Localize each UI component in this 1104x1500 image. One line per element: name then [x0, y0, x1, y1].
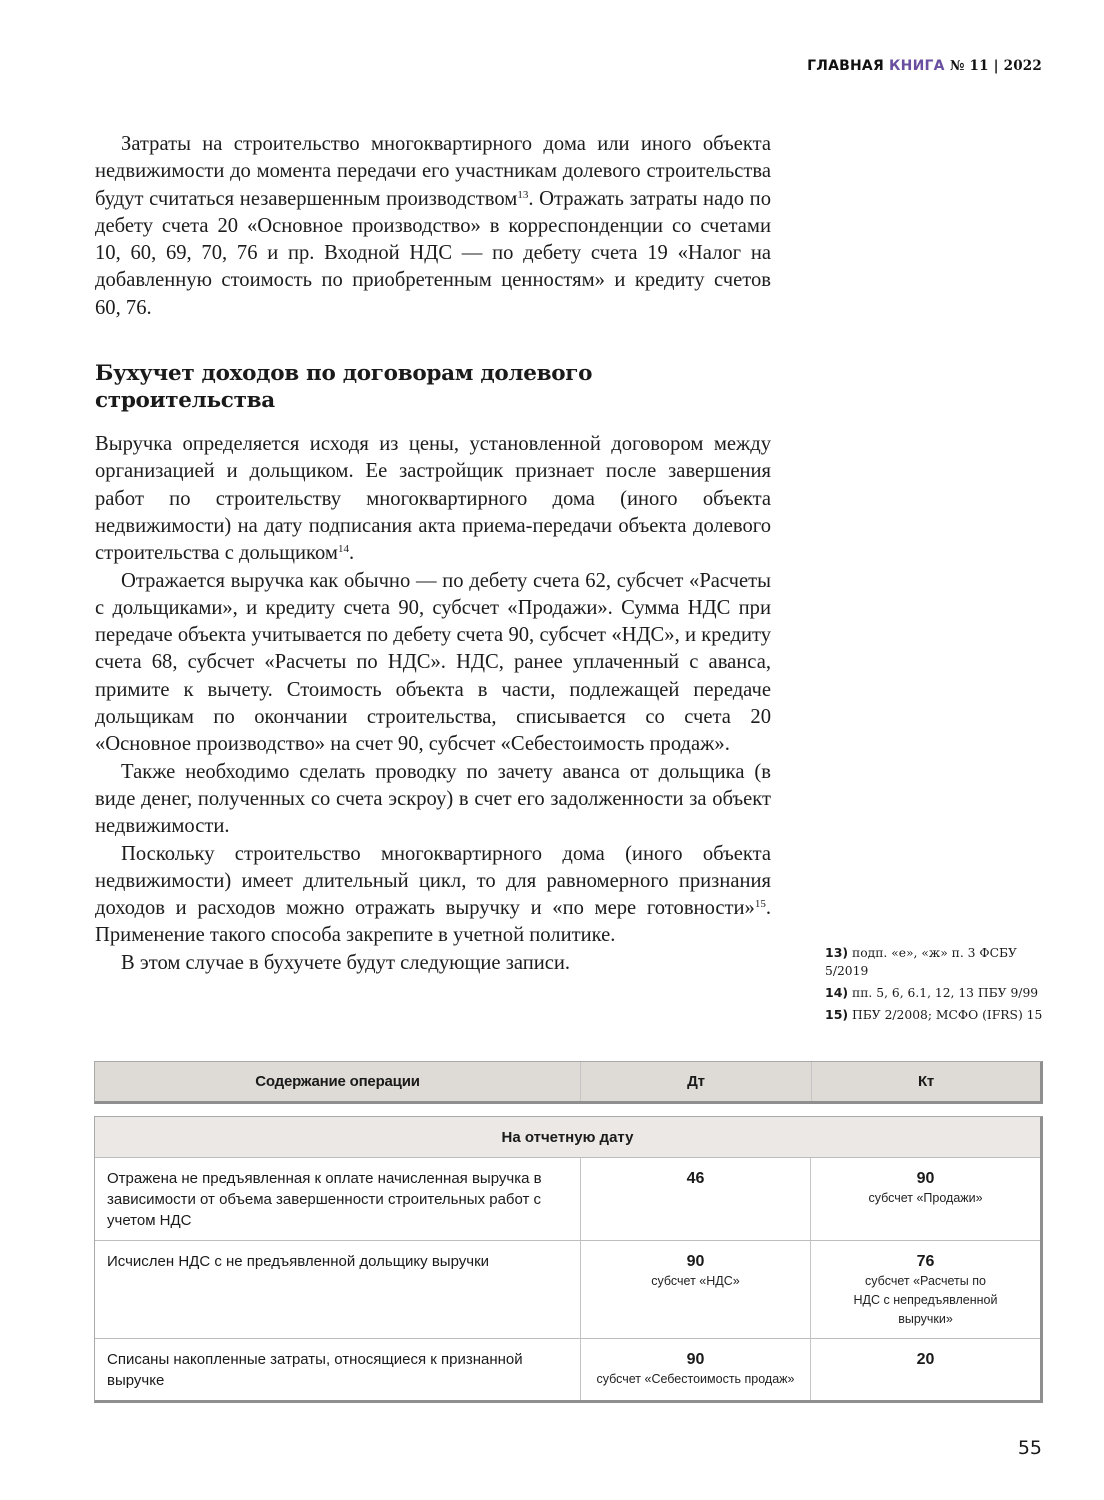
sidenote-14 [825, 984, 1055, 1002]
brand-name-part2: КНИГА [889, 58, 945, 74]
credit-cell [810, 1339, 1040, 1400]
table-section-label: На отчетную дату [95, 1117, 1040, 1158]
intro-text: Затраты на строительство многоквартирного дома или иного объекта недвижимости до момента передачи его участникам долевого строительства будут считаться незавершенным производством [95, 133, 771, 210]
debit-account: 90 [686, 1253, 705, 1270]
intro-text-after: . Отражать затраты надо по дебету счета 20 «Основное производство» в корреспонденции со счетами 10, 60, 69, 70, 76 и пр. Входной НДС — по дебету счета 19 «Налог на добавленную стоимость по приобретенным ценностям» и кредиту счетов 60, 76. [95, 187, 771, 319]
intro-paragraph [95, 131, 771, 322]
table-row [95, 1158, 1040, 1241]
sidenote-number: 14) [825, 985, 849, 1000]
paragraph-4-text-after: . Применение такого способа закрепите в учетной политике. [95, 897, 771, 947]
sidenote-number: 13) [825, 945, 849, 960]
sidenote-text: подп. «е», «ж» п. 3 ФСБУ 5/2019 [825, 946, 1017, 978]
paragraph-1 [95, 431, 771, 567]
footnote-ref-15[interactable]: 15 [754, 898, 766, 911]
paragraph-1-text: Выручка определяется исходя из цены, установленной договором между организацией и дольщиком. Ее застройщик признает после завершения работ по строительству многоквартирного дома (иного объекта недвижимости) на дату подписания акта приема-передачи объекта долевого строительства с дольщиком [95, 433, 771, 565]
table-row [95, 1339, 1040, 1400]
main-text-column [95, 131, 771, 977]
footnote-ref-13[interactable]: 13 [517, 188, 529, 201]
brand-name-part1: ГЛАВНАЯ [807, 58, 884, 74]
debit-cell [580, 1339, 810, 1400]
operation-description: Отражена не предъявленная к оплате начисленная выручка в зависимости от объема завершенности строительных работ с учетом НДС [107, 1170, 542, 1229]
paragraph-5: В этом случае в бухучете будут следующие записи. [121, 951, 571, 974]
footnote-ref-14[interactable]: 14 [337, 543, 349, 556]
column-header-debit: Дт [580, 1062, 811, 1101]
table-header [94, 1061, 1043, 1104]
credit-cell [810, 1158, 1040, 1240]
page-number: 55 [1017, 1437, 1042, 1459]
debit-account: 46 [686, 1170, 705, 1187]
debit-subaccount: субсчет «Себестоимость продаж» [596, 1372, 795, 1386]
credit-account: 20 [916, 1351, 935, 1368]
sidenote-number: 15) [825, 1007, 849, 1022]
debit-subaccount: субсчет «НДС» [651, 1274, 740, 1288]
paragraph-4-text: Поскольку строительство многоквартирного дома (иного объекта недвижимости) имеет длительный цикл, то для равномерного признания доходов и расходов можно отражать выручку и «по мере готовности» [95, 842, 771, 920]
paragraph-2: Отражается выручка как обычно — по дебету счета 62, субсчет «Расчеты с дольщиками», и кредиту счета 90, субсчет «Продажи». Сумма НДС при передаче объекта учитывается по дебету счета 90, субсчет «НДС», и кредиту счета 68, субсчет «Расчеты по НДС». НДС, ранее уплаченный с аванса, примите к вычету. Стоимость объекта в части, подлежащей передаче дольщикам по окончании строительства, списывается со счета 20 «Основное производство» на счет 90, субсчет «Себестоимость продаж». [95, 569, 771, 756]
credit-account: 90 [916, 1170, 935, 1187]
sidenote-13 [825, 944, 1055, 980]
debit-cell [580, 1241, 810, 1338]
credit-account: 76 [916, 1253, 935, 1270]
table-body [94, 1116, 1043, 1403]
sidenotes [825, 944, 1055, 1028]
issue-number: № 11 | 2022 [949, 58, 1042, 74]
sidenote-15 [825, 1006, 1055, 1024]
debit-account: 90 [686, 1351, 705, 1368]
operation-description: Исчислен НДС с не предъявленной дольщику выручки [107, 1253, 490, 1270]
debit-cell [580, 1158, 810, 1240]
section-heading: Бухучет доходов по договорам долевого строительства [95, 361, 593, 414]
paragraph-4 [95, 841, 771, 950]
paragraph-1-text-after: . [348, 542, 355, 565]
credit-cell [810, 1241, 1040, 1338]
sidenote-text: ПБУ 2/2008; МСФО (IFRS) 15 [852, 1008, 1043, 1022]
sidenote-text: пп. 5, 6, 6.1, 12, 13 ПБУ 9/99 [852, 986, 1039, 1000]
column-header-operation: Содержание операции [255, 1073, 420, 1090]
paragraph-3: Также необходимо сделать проводку по зачету аванса от дольщика (в виде денег, полученных со счета эскроу) в счет его задолженности за объект недвижимости. [95, 760, 771, 838]
table-row [95, 1241, 1040, 1339]
column-header-credit: Кт [811, 1062, 1040, 1101]
operation-description: Списаны накопленные затраты, относящиеся к признанной выручке [107, 1351, 523, 1389]
running-header [807, 58, 1042, 74]
credit-subaccount: субсчет «Продажи» [868, 1191, 983, 1205]
accounting-entries-table [94, 1061, 1043, 1403]
credit-subaccount: субсчет «Расчеты по НДС с непредъявленной выручки» [853, 1274, 998, 1326]
